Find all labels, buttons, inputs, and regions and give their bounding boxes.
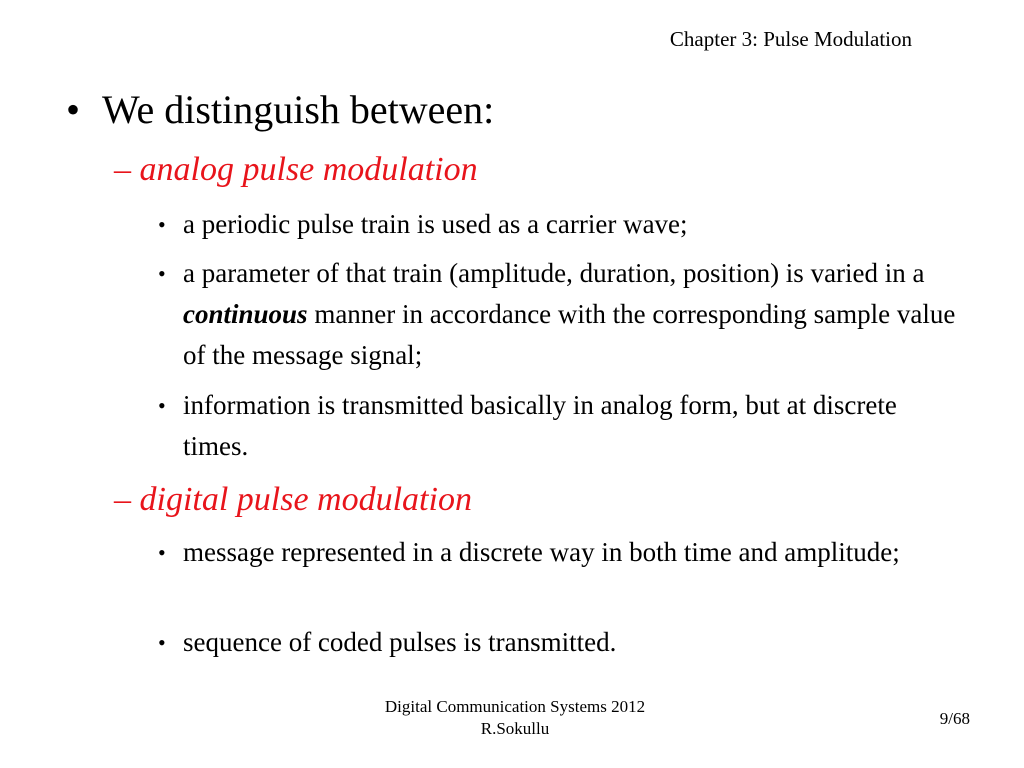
bullet-dot: • [158, 212, 166, 237]
bullet-dot: • [158, 540, 166, 565]
emphasis-text: continuous [183, 299, 308, 329]
section-title: analog pulse modulation [139, 151, 478, 188]
dash-marker: – [114, 151, 131, 188]
list-item-text: message represented in a discrete way in both time and amplitude; [183, 537, 900, 567]
chapter-header: Chapter 3: Pulse Modulation [669, 27, 912, 51]
bullet-dot: • [66, 87, 81, 132]
list-item [158, 204, 958, 245]
section-heading-analog [114, 150, 478, 190]
page-number: 9/68 [939, 709, 970, 728]
list-item [158, 622, 958, 663]
main-bullet [66, 86, 494, 134]
list-item-text: information is transmitted basically in analog form, but at discrete times. [183, 390, 897, 461]
footer-author: R.Sokullu [480, 719, 550, 738]
list-item-text: sequence of coded pulses is transmitted. [183, 627, 617, 657]
list-item [158, 253, 958, 376]
footer-course-title: Digital Communication Systems 2012 [384, 697, 646, 716]
list-item-text: a periodic pulse train is used as a carrier wave; [183, 209, 688, 239]
bullet-dot: • [158, 393, 166, 418]
list-item-text-part: manner in accordance with the corresponding sample value of the message signal; [183, 299, 956, 370]
list-item-text-part: a parameter of that train (amplitude, duration, position) is varied in a [183, 258, 925, 288]
dash-marker: – [114, 481, 131, 518]
bullet-dot: • [158, 261, 166, 286]
main-bullet-text: We distinguish between: [102, 87, 495, 132]
list-item-text [183, 253, 958, 376]
list-item [158, 532, 958, 573]
section-heading-digital [114, 480, 472, 520]
list-item [158, 385, 958, 467]
footer-course [340, 696, 690, 740]
bullet-dot: • [158, 630, 166, 655]
section-title: digital pulse modulation [139, 481, 472, 518]
